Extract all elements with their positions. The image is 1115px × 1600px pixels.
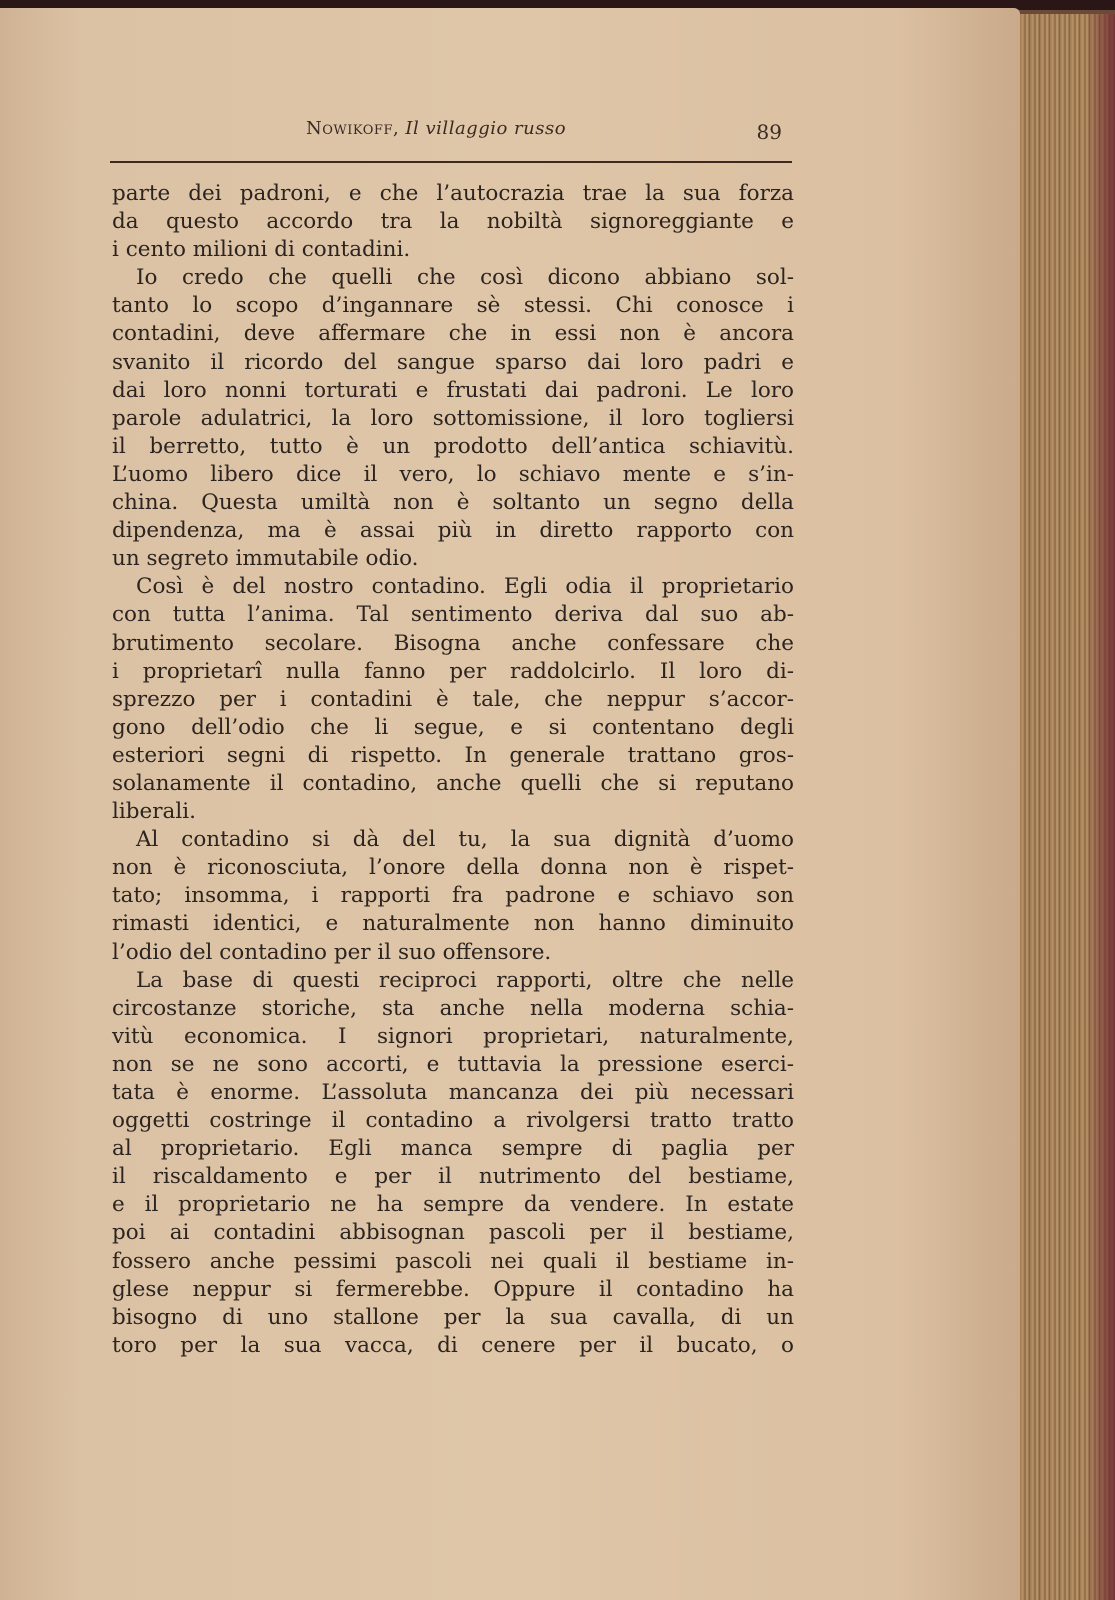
text-line: brutimento secolare. Bisogna anche confessare che — [112, 630, 794, 656]
running-head — [110, 118, 790, 148]
text-line: gono dell’odio che li segue, e si contentano degli — [112, 714, 794, 740]
text-line: contadini, deve affermare che in essi non è ancora — [112, 321, 794, 347]
text-line: non se ne sono accorti, e tuttavia la pressione eserci- — [112, 1051, 794, 1077]
text-line: oggetti costringe il contadino a rivolgersi tratto tratto — [112, 1108, 794, 1134]
text-line: al proprietario. Egli manca sempre di paglia per — [112, 1136, 794, 1162]
text-line: rimasti identici, e naturalmente non hanno diminuito — [112, 911, 794, 937]
text-line: sprezzo per i contadini è tale, che neppur s’accor- — [112, 686, 794, 712]
text-line: con tutta l’anima. Tal sentimento deriva dal suo ab- — [112, 602, 794, 628]
text-line: i cento milioni di contadini. — [112, 237, 411, 263]
text-line: non è riconosciuta, l’onore della donna non è rispet- — [112, 855, 794, 881]
text-line: glese neppur si fermerebbe. Oppure il contadino ha — [112, 1276, 794, 1302]
text-line: Io credo che quelli che così dicono abbiano sol- — [136, 265, 794, 291]
text-line: solanamente il contadino, anche quelli che si reputano — [112, 770, 794, 796]
text-line: vitù economica. I signori proprietari, naturalmente, — [112, 1023, 794, 1049]
text-line: poi ai contadini abbisognan pascoli per il bestiame, — [112, 1220, 794, 1246]
text-line: parole adulatrici, la loro sottomissione, il loro togliersi — [112, 405, 794, 431]
text-line: da questo accordo tra la nobiltà signoreggiante e — [112, 209, 794, 235]
text-line: e il proprietario ne ha sempre da vendere. In estate — [112, 1192, 794, 1218]
author-name: Nowikoff — [306, 118, 393, 139]
text-line: tanto lo scopo d’ingannare sè stessi. Chi conosce i — [112, 293, 794, 319]
book-title: Il villaggio russo — [405, 118, 567, 139]
text-line: L’uomo libero dice il vero, lo schiavo mente e s’in- — [112, 461, 794, 487]
text-line: parte dei padroni, e che l’autocrazia trae la sua forza — [112, 181, 794, 206]
text-line: il riscaldamento e per il nutrimento del bestiame, — [112, 1164, 794, 1190]
text-line: china. Questa umiltà non è soltanto un segno della — [112, 490, 794, 516]
text-line: un segreto immutabile odio. — [112, 546, 419, 572]
text-line: tato; insomma, i rapporti fra padrone e schiavo son — [112, 883, 794, 909]
text-line: dai loro nonni torturati e frustati dai padroni. Le loro — [112, 377, 794, 403]
title-separator: , — [392, 118, 406, 139]
text-line: i proprietarî nulla fanno per raddolcirlo. Il loro di- — [112, 658, 794, 684]
book-spine-shade — [1085, 14, 1115, 1600]
text-line: svanito il ricordo del sangue sparso dai loro padri e — [112, 349, 794, 375]
page-number: 89 — [756, 120, 782, 144]
running-head-title — [306, 118, 566, 139]
text-line: bisogno di uno stallone per la sua cavalla, di un — [112, 1304, 794, 1330]
text-line: La base di questi reciproci rapporti, oltre che nelle — [136, 967, 794, 993]
header-rule — [110, 161, 792, 163]
text-line: toro per la sua vacca, di cenere per il bucato, o — [112, 1332, 794, 1358]
text-line: dipendenza, ma è assai più in diretto rapporto con — [112, 518, 794, 544]
text-line: circostanze storiche, sta anche nella moderna schia- — [112, 995, 794, 1021]
text-line: esteriori segni di rispetto. In generale trattano gros- — [112, 742, 794, 768]
text-line: Così è del nostro contadino. Egli odia il proprietario — [136, 574, 794, 600]
text-line: il berretto, tutto è un prodotto dell’antica schiavitù. — [112, 433, 794, 459]
body-text — [112, 180, 794, 1360]
text-line: fossero anche pessimi pascoli nei quali il bestiame in- — [112, 1248, 794, 1274]
text-line: tata è enorme. L’assoluta mancanza dei più necessari — [112, 1080, 794, 1105]
book-page — [0, 8, 1020, 1600]
text-line: Al contadino si dà del tu, la sua dignità d’uomo — [136, 827, 794, 853]
text-line: l’odio del contadino per il suo offensore. — [112, 939, 552, 965]
text-line: liberali. — [112, 799, 196, 825]
